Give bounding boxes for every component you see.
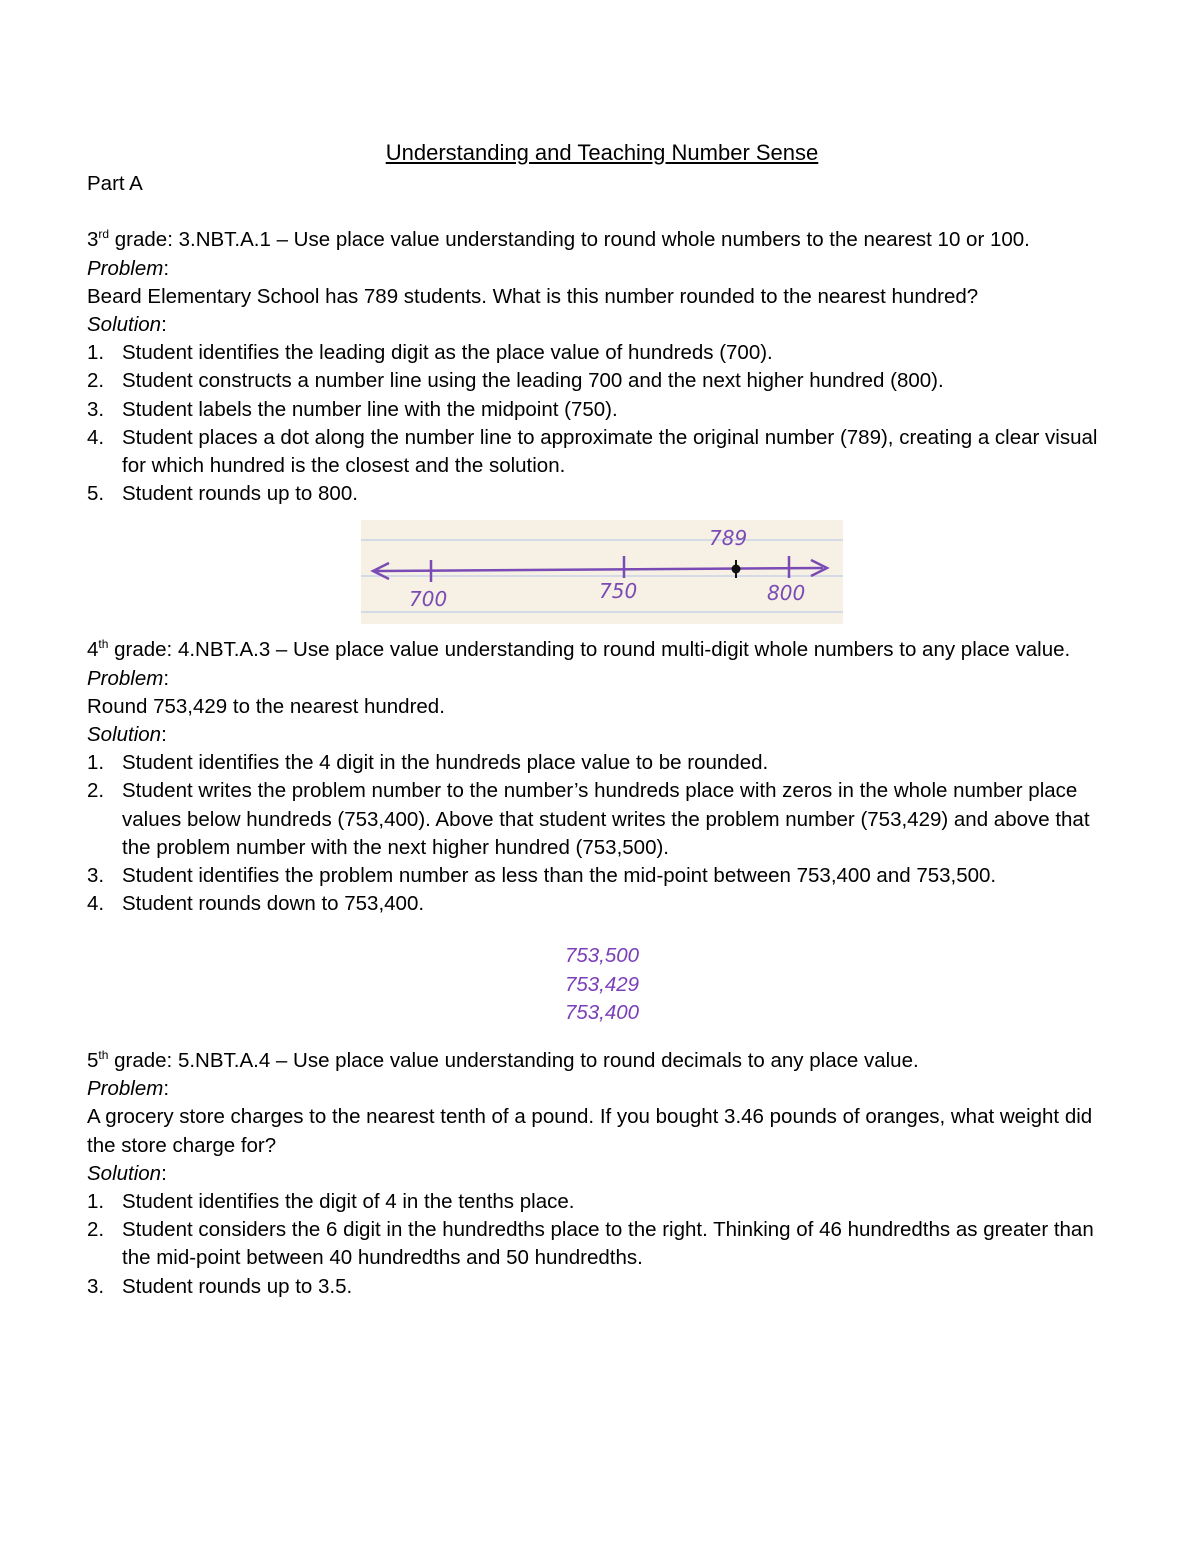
handwritten-number-stack [87,942,1117,1027]
standard-heading: 5th grade: 5.NBT.A.4 – Use place value understanding to round decimals to any place value. [87,1048,919,1073]
part-heading: Part A [87,172,143,195]
standard-heading: 4th grade: 4.NBT.A.3 – Use place value understanding to round multi-digit whole numbers to any place value. [87,637,1071,662]
list-item: 4. Student rounds down to 753,400. [87,892,425,916]
list-item: 3. Student rounds up to 3.5. [87,1274,353,1298]
problem-text: Round 753,429 to the nearest hundred. [87,694,445,718]
list-item: 2. Student constructs a number line using the leading 700 and the next higher hundred (800). [87,369,944,393]
label-800: 800 [767,581,806,606]
stack-value-bottom: 753,400 [564,1000,640,1024]
list-item: 1. Student identifies the digit of 4 in the tenths place. [87,1190,575,1214]
list-item: 1. Student identifies the 4 digit in the hundreds place value to be rounded. [87,751,769,775]
solution-steps [87,339,1117,508]
problem-label: Problem: [87,666,170,690]
label-700: 700 [409,587,448,612]
list-item: 2. Student considers the 6 digit in the hundredths place to the right. Thinking of 46 hundredths as greater than the mid-point between 40 hundredths and 50 hundredths. [87,1218,1094,1270]
document-title: Understanding and Teaching Number Sense [385,140,819,165]
list-item: 5. Student rounds up to 800. [87,482,358,506]
solution-label: Solution: [87,1161,167,1185]
list-item: 3. Student identifies the problem number as less than the mid-point between 753,400 and 753,500. [87,864,997,888]
label-750: 750 [599,579,638,604]
problem-text: Beard Elementary School has 789 students. What is this number rounded to the nearest hundred? [87,284,979,308]
problem-label: Problem: [87,256,170,280]
stack-value-top: 753,500 [564,944,640,968]
label-789: 789 [709,526,748,551]
list-item: 4. Student places a dot along the number line to approximate the original number (789), creating a clear visual for which hundred is the closest and the solution. [87,425,1098,478]
section-grade-4 [87,636,1117,1027]
solution-steps [87,1188,1117,1301]
problem-label: Problem: [87,1077,170,1101]
stack-value-middle: 753,429 [564,972,640,996]
solution-steps [87,749,1117,918]
document-page [87,138,1117,1301]
section-grade-3 [87,226,1117,508]
solution-label: Solution: [87,723,167,747]
list-item: 2. Student writes the problem number to the number’s hundreds place with zeros in the whole number place values below hundreds (753,400). Above that student writes the problem number (753,429) and above that the problem number with the next higher hundred (753,500). [87,779,1090,859]
problem-text: A grocery store charges to the nearest tenth of a pound. If you bought 3.46 pounds of oranges, what weight did the store charge for? [87,1105,1093,1157]
list-item: 3. Student labels the number line with the midpoint (750). [87,397,618,421]
standard-heading: 3rd grade: 3.NBT.A.1 – Use place value understanding to round whole numbers to the nearest 10 or 100. [87,227,1030,252]
number-line-photo [361,520,843,624]
list-item: 1. Student identifies the leading digit as the place value of hundreds (700). [87,341,773,365]
solution-label: Solution: [87,313,167,336]
section-grade-5 [87,1047,1117,1301]
